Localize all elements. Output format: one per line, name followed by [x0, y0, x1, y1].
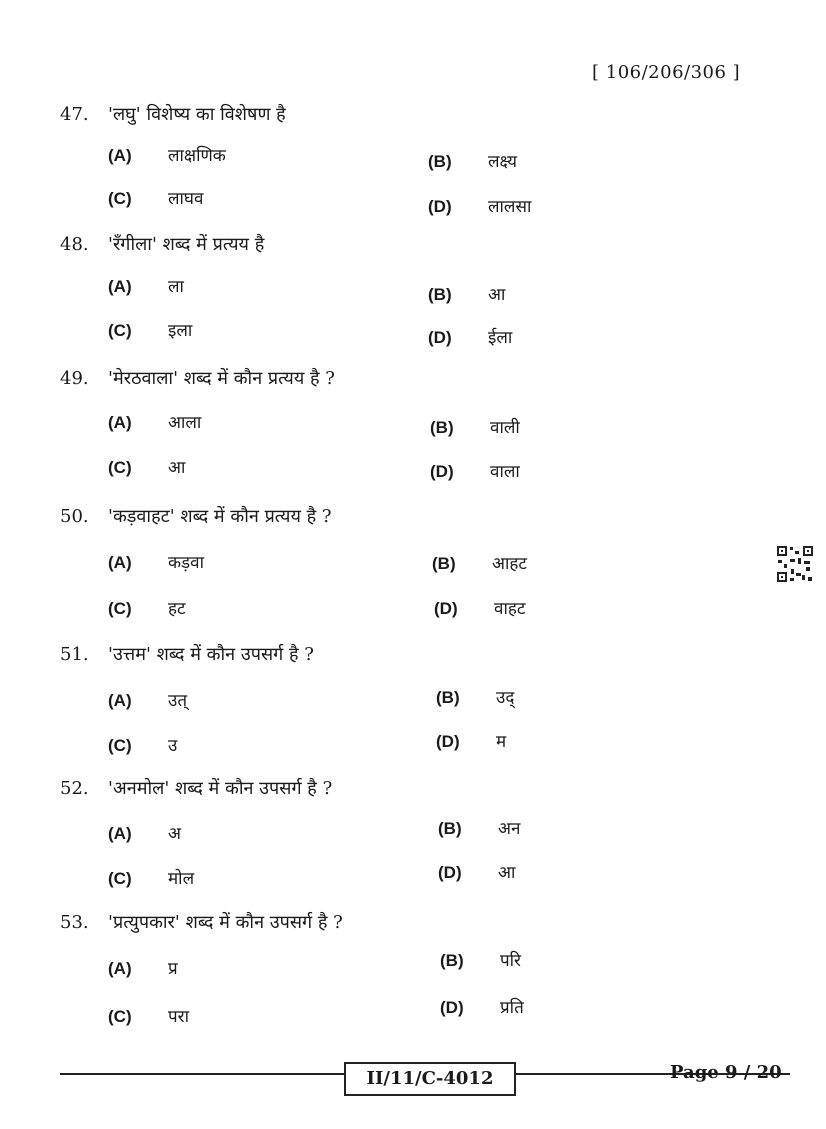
option-50-d: (D) वाहट [434, 599, 526, 619]
page-number: Page 9 / 20 [670, 1062, 782, 1083]
option-48-b: (B) आ [428, 285, 506, 305]
option-52-c: (C) मोल [108, 869, 195, 889]
option-47-d: (D) लालसा [428, 197, 532, 217]
question-53: 53. 'प्रत्युपकार' शब्द में कौन उपसर्ग है ? [60, 912, 343, 933]
option-47-b: (B) लक्ष्य [428, 152, 517, 172]
question-48: 48. 'रँगीला' शब्द में प्रत्यय है [60, 234, 265, 255]
paper-code: [ 106/206/306 ] [592, 62, 741, 83]
question-49: 49. 'मेरठवाला' शब्द में कौन प्रत्यय है ? [60, 368, 335, 389]
option-52-a: (A) अ [108, 824, 181, 844]
option-49-d: (D) वाला [430, 462, 520, 482]
question-50: 50. 'कड़वाहट' शब्द में कौन प्रत्यय है ? [60, 506, 332, 527]
option-47-a: (A) लाक्षणिक [108, 146, 226, 166]
option-51-b: (B) उद् [436, 688, 515, 708]
option-50-c: (C) हट [108, 599, 186, 619]
option-53-b: (B) परि [440, 951, 522, 971]
option-51-d: (D) म [436, 732, 507, 752]
option-48-d: (D) ईला [428, 328, 513, 348]
option-48-a: (A) ला [108, 277, 184, 297]
question-52: 52. 'अनमोल' शब्द में कौन उपसर्ग है ? [60, 778, 333, 799]
question-47: 47. 'लघु' विशेष्य का विशेषण है [60, 104, 286, 125]
option-50-a: (A) कड़वा [108, 553, 205, 573]
option-48-c: (C) इला [108, 321, 193, 341]
option-47-c: (C) लाघव [108, 189, 204, 209]
option-51-a: (A) उत् [108, 691, 188, 711]
option-49-b: (B) वाली [430, 418, 520, 438]
option-52-d: (D) आ [438, 863, 516, 883]
option-53-a: (A) प्र [108, 959, 178, 979]
option-53-d: (D) प्रति [440, 998, 524, 1018]
option-51-c: (C) उ [108, 736, 178, 756]
option-49-c: (C) आ [108, 458, 186, 478]
option-53-c: (C) परा [108, 1007, 190, 1027]
option-52-b: (B) अन [438, 819, 521, 839]
question-51: 51. 'उत्तम' शब्द में कौन उपसर्ग है ? [60, 644, 314, 665]
footer-code: II/11/C-4012 [344, 1062, 516, 1096]
option-50-b: (B) आहट [432, 554, 527, 574]
qr-code-icon [776, 545, 814, 583]
option-49-a: (A) आला [108, 413, 202, 433]
